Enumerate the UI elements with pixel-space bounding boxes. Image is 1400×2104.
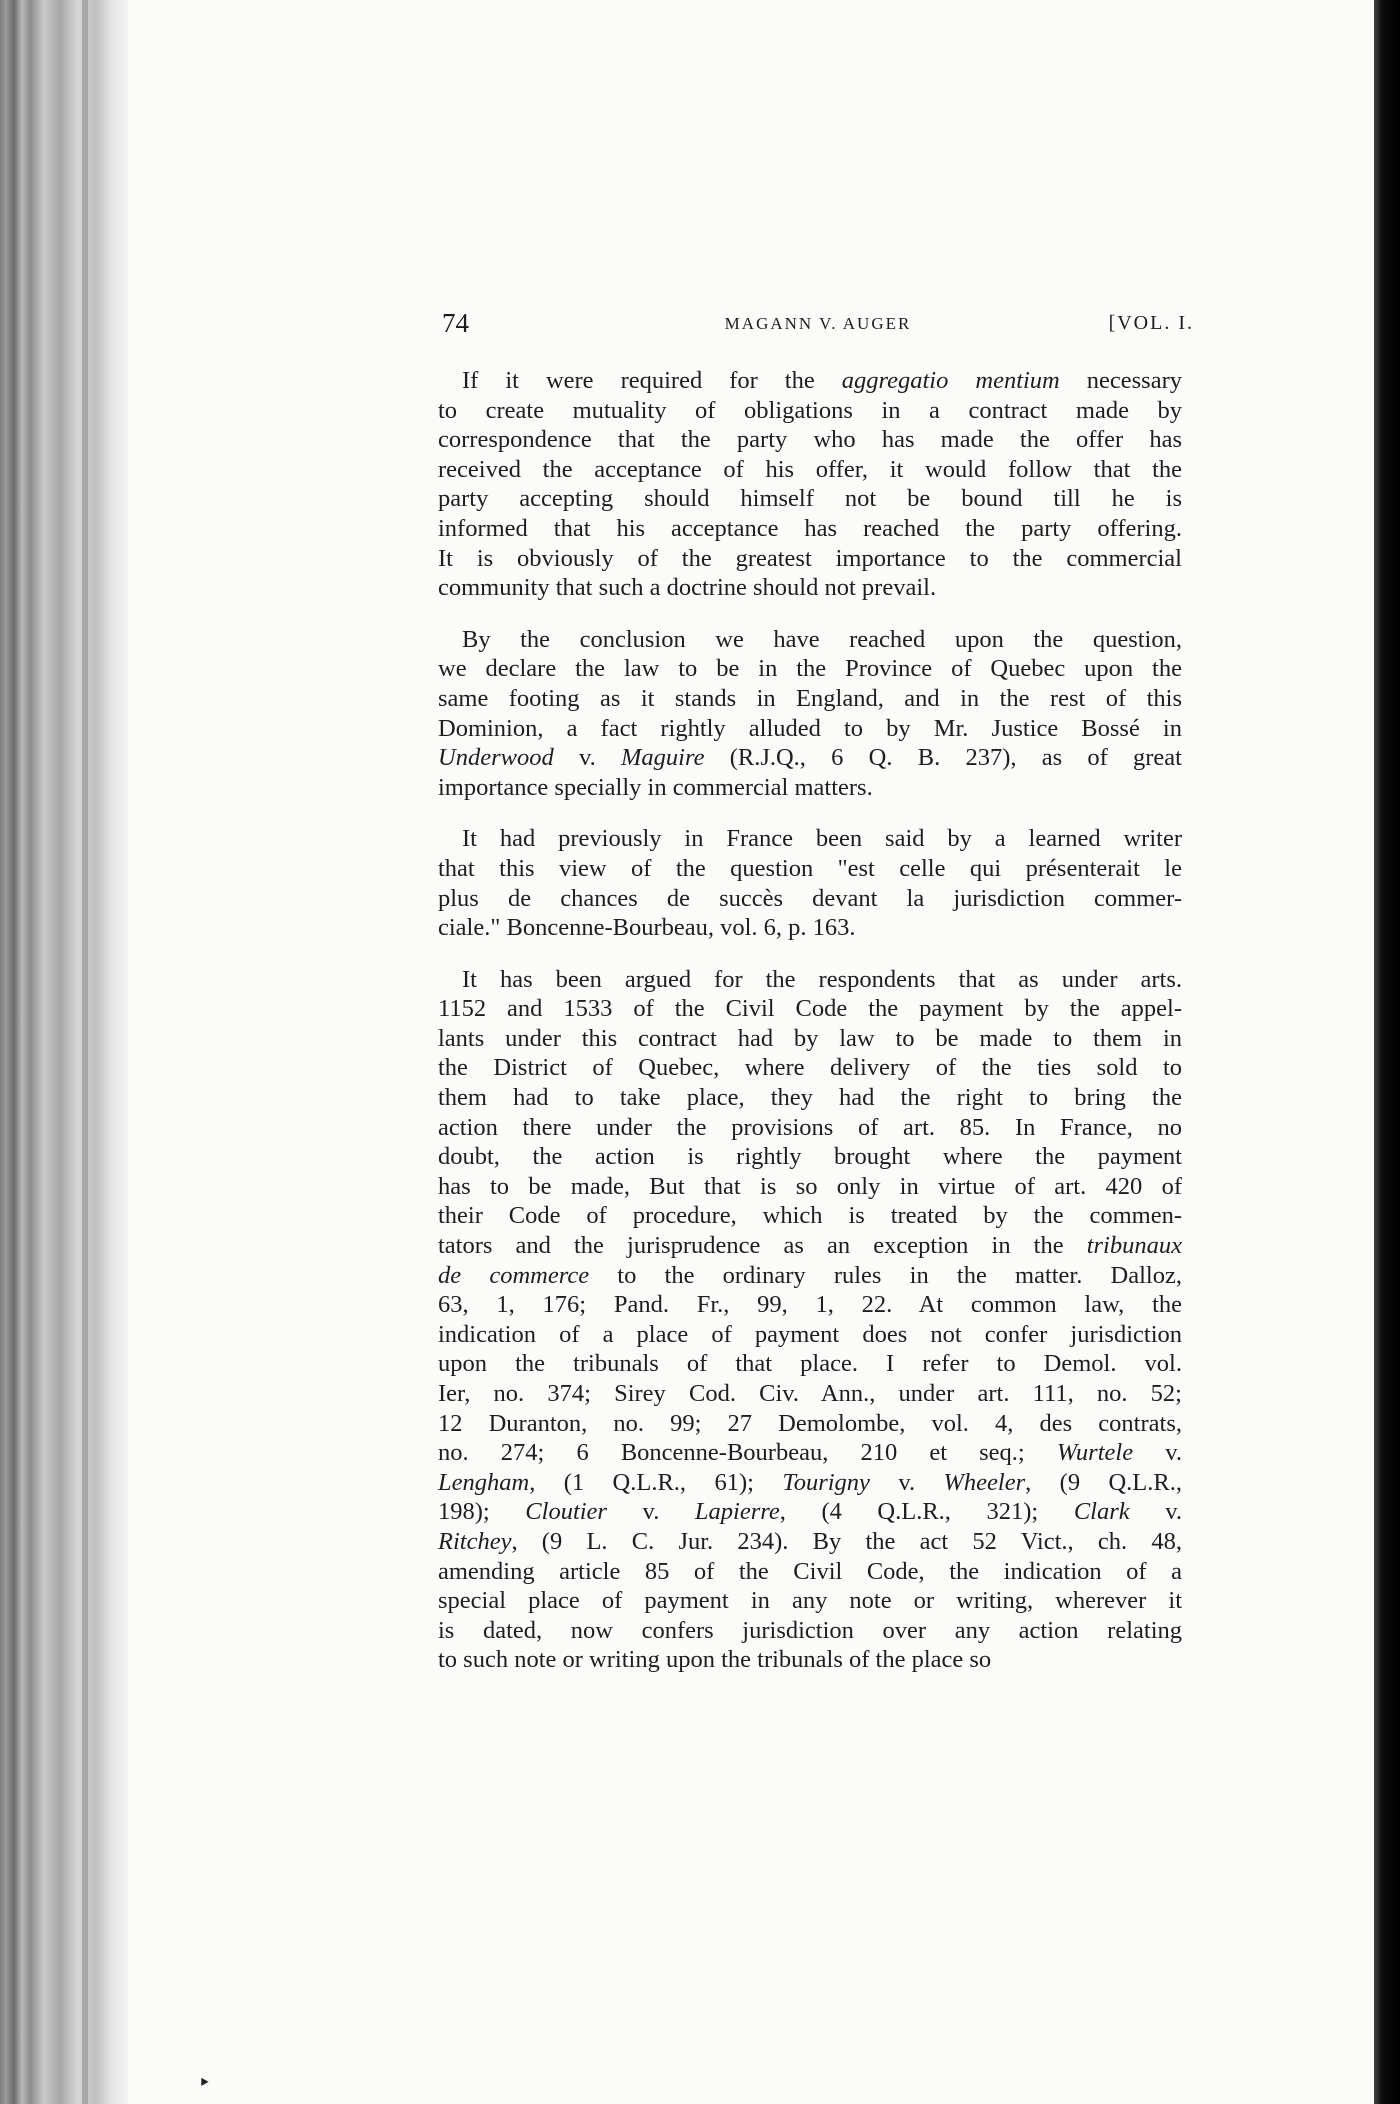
text-line: same footing as it stands in England, and in the rest of this bbox=[438, 684, 1182, 712]
text-line: the District of Quebec, where delivery of the ties sold to bbox=[438, 1054, 1182, 1082]
text-line: that this view of the question "est celle qui présenterait le bbox=[438, 854, 1182, 882]
text-line: 1152 and 1533 of the Civil Code the payment by the appel- bbox=[438, 995, 1182, 1023]
italic-text: Lengham bbox=[438, 1468, 530, 1496]
text-line: Underwood v. Maguire (R.J.Q., 6 Q. B. 237), as of great bbox=[438, 744, 1182, 772]
text-line: their Code of procedure, which is treated by the commen- bbox=[438, 1202, 1182, 1230]
italic-text: Maguire bbox=[620, 744, 705, 772]
text-line: de commerce to the ordinary rules in the matter. Dalloz, bbox=[438, 1261, 1182, 1289]
paragraph-2 bbox=[438, 625, 1182, 803]
text-line: importance specially in commercial matters. bbox=[438, 773, 873, 801]
text-line: community that such a doctrine should not prevail. bbox=[438, 574, 937, 602]
paragraph-3 bbox=[438, 824, 1182, 942]
binding-shadow bbox=[82, 0, 88, 2104]
italic-text: Wheeler bbox=[943, 1468, 1026, 1496]
italic-text: de commerce bbox=[438, 1261, 590, 1289]
text-line: Ritchey, (9 L. C. Jur. 234). By the act 52 Vict., ch. 48, bbox=[438, 1527, 1182, 1555]
text-line: upon the tribunals of that place. I refer to Demol. vol. bbox=[438, 1350, 1182, 1378]
text-line: party accepting should himself not be bound till he is bbox=[438, 485, 1182, 513]
italic-text: Wurtele bbox=[1056, 1439, 1134, 1467]
text-line: It has been argued for the respondents that as under arts. bbox=[462, 965, 1182, 993]
text-line: is dated, now confers jurisdiction over any action relating bbox=[438, 1616, 1182, 1644]
text-line: If it were required for the aggregatio mentium necessary bbox=[462, 367, 1183, 394]
text-line: 12 Duranton, no. 99; 27 Demolombe, vol. 4, des contrats, bbox=[438, 1409, 1182, 1437]
text-line: to such note or writing upon the tribunals of the place so bbox=[438, 1646, 992, 1674]
italic-text: Lapierre bbox=[694, 1498, 780, 1526]
text-line: Ier, no. 374; Sirey Cod. Civ. Ann., under art. 111, no. 52; bbox=[438, 1380, 1182, 1407]
body-text bbox=[438, 366, 1182, 1675]
italic-text: Ritchey bbox=[438, 1527, 512, 1555]
text-line: informed that his acceptance has reached the party offering. bbox=[438, 514, 1182, 542]
paragraph-4 bbox=[438, 965, 1182, 1675]
text-line: action there under the provisions of art. 85. In France, no bbox=[438, 1113, 1182, 1141]
text-line: we declare the law to be in the Province of Quebec upon the bbox=[438, 655, 1182, 683]
italic-text: aggregatio mentium bbox=[841, 367, 1060, 394]
text-line: no. 274; 6 Boncenne-Bourbeau, 210 et seq.; Wurtele v. bbox=[438, 1439, 1182, 1467]
text-line: 198); Cloutier v. Lapierre, (4 Q.L.R., 321); Clark v. bbox=[438, 1498, 1182, 1526]
text-line: Dominion, a fact rightly alluded to by Mr. Justice Bossé in bbox=[438, 714, 1182, 742]
page-number: 74 bbox=[442, 308, 469, 338]
running-head: MAGANN V. AUGER bbox=[724, 314, 912, 333]
text-line: special place of payment in any note or writing, wherever it bbox=[438, 1587, 1182, 1615]
text-line: received the acceptance of his offer, it would follow that the bbox=[438, 455, 1182, 483]
text-line: tators and the jurisprudence as an exception in the tribunaux bbox=[438, 1232, 1182, 1260]
paragraph-1 bbox=[438, 366, 1182, 603]
book-binding-edge bbox=[0, 0, 128, 2104]
text-line: to create mutuality of obligations in a contract made by bbox=[438, 396, 1182, 424]
text-line: has to be made, But that is so only in virtue of art. 420 of bbox=[438, 1172, 1182, 1200]
text-line: indication of a place of payment does not confer jurisdiction bbox=[438, 1320, 1182, 1348]
text-line: By the conclusion we have reached upon the question, bbox=[462, 625, 1182, 653]
text-line: amending article 85 of the Civil Code, the indication of a bbox=[438, 1557, 1182, 1585]
text-line: doubt, the action is rightly brought where the payment bbox=[438, 1143, 1182, 1171]
scan-speck: ‣ bbox=[198, 2070, 211, 2095]
italic-text: Clark bbox=[1073, 1498, 1130, 1526]
volume-label: [VOL. I. bbox=[1108, 312, 1194, 334]
text-line: 63, 1, 176; Pand. Fr., 99, 1, 22. At common law, the bbox=[438, 1291, 1182, 1319]
text-line: lants under this contract had by law to be made to them in bbox=[438, 1024, 1182, 1052]
text-line: ciale." Boncenne-Bourbeau, vol. 6, p. 163. bbox=[438, 914, 856, 942]
text-line: It had previously in France been said by a learned writer bbox=[462, 825, 1182, 853]
page-header bbox=[442, 308, 1194, 348]
italic-text: Tourigny bbox=[782, 1468, 870, 1496]
italic-text: tribunaux bbox=[1086, 1232, 1182, 1260]
text-line: plus de chances de succès devant la jurisdiction commer- bbox=[438, 884, 1182, 912]
italic-text: Underwood bbox=[438, 744, 554, 772]
text-line: correspondence that the party who has made the offer has bbox=[438, 426, 1182, 454]
text-line: It is obviously of the greatest importance to the commercial bbox=[438, 544, 1182, 572]
italic-text: Cloutier bbox=[525, 1498, 607, 1526]
scan-dark-edge bbox=[1374, 0, 1400, 2104]
text-line: them had to take place, they had the right to bring the bbox=[438, 1084, 1182, 1112]
text-line: Lengham, (1 Q.L.R., 61); Tourigny v. Wheeler, (9 Q.L.R., bbox=[438, 1468, 1182, 1496]
